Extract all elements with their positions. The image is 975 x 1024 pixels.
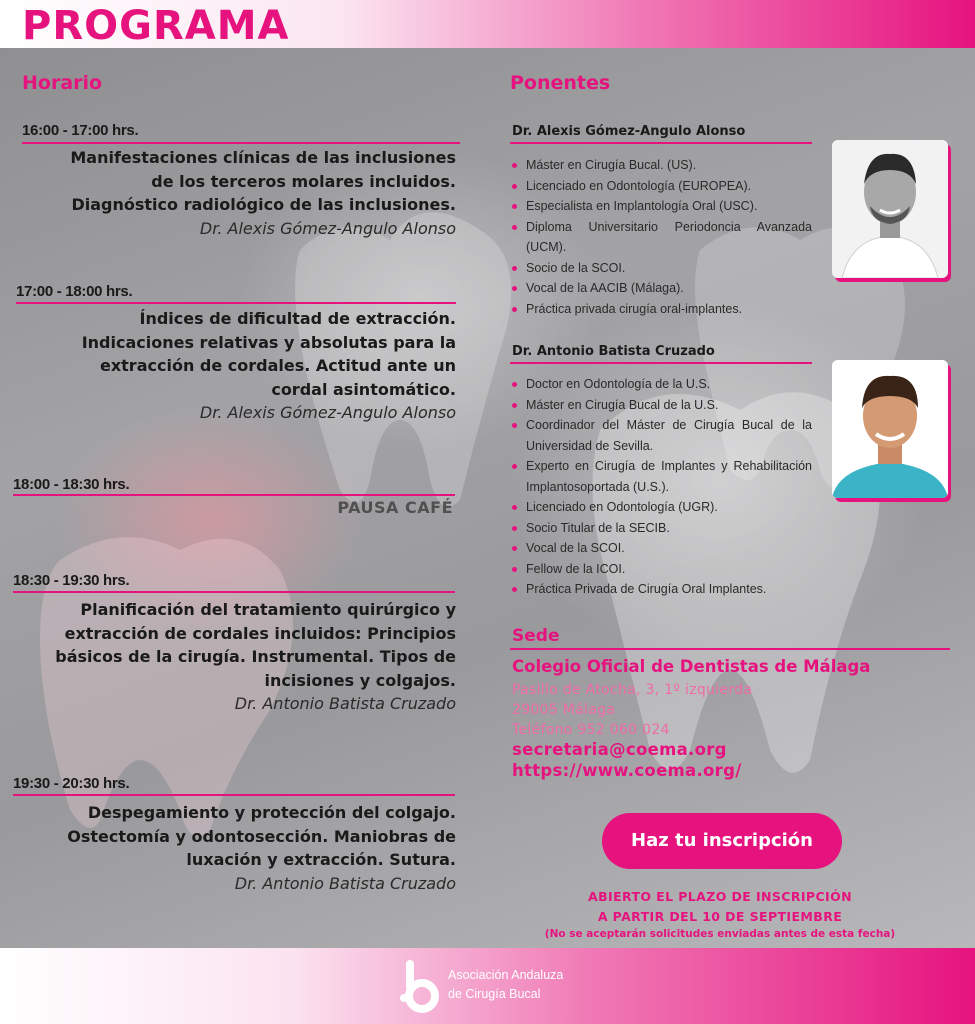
divider: [510, 362, 812, 364]
venue-phone: Teléfono 952 060 024: [512, 722, 670, 738]
list-item: Socio de la SCOI.: [512, 258, 812, 279]
list-item: Práctica privada cirugía oral-implantes.: [512, 299, 812, 320]
ponentes-heading: Ponentes: [510, 72, 611, 94]
notice-disclaimer: (No se aceptarán solicitudes enviadas antes de esta fecha): [544, 928, 896, 940]
talk-speaker: Dr. Antonio Batista Cruzado: [234, 694, 456, 713]
talk-line: cordal asintomático.: [271, 379, 456, 399]
list-item: Doctor en Odontología de la U.S.: [512, 374, 812, 395]
footer-org-line: Asociación Andaluza: [448, 968, 564, 982]
divider: [16, 302, 456, 304]
talk-line: de los terceros molares incluidos.: [151, 171, 456, 191]
talk-speaker: Dr. Alexis Gómez-Angulo Alonso: [199, 218, 456, 238]
slot-time: 19:30 - 20:30 hrs.: [13, 775, 130, 792]
list-item: Vocal de la AACIB (Málaga).: [512, 278, 812, 299]
register-button[interactable]: Haz tu inscripción: [602, 813, 842, 869]
list-item: Fellow de la ICOI.: [512, 559, 812, 580]
list-item: Máster en Cirugía Bucal de la U.S.: [512, 395, 812, 416]
list-item: Licenciado en Odontología (UGR).: [512, 497, 812, 518]
divider: [510, 142, 812, 144]
divider: [13, 494, 455, 496]
footer-organization: [448, 966, 563, 1004]
list-item: Vocal de la SCOI.: [512, 538, 812, 559]
speaker-photo: [832, 360, 948, 498]
talk-line: básicos de la cirugía. Instrumental. Tipos de: [55, 647, 456, 666]
venue-name: Colegio Oficial de Dentistas de Málaga: [512, 657, 871, 676]
slot-time: 18:30 - 19:30 hrs.: [13, 572, 130, 589]
website-link[interactable]: https://www.coema.org/: [512, 761, 742, 780]
email-link[interactable]: secretaria@coema.org: [512, 740, 727, 759]
talk-block: [10, 146, 456, 240]
footer-org-line: de Cirugía Bucal: [448, 987, 541, 1001]
list-item: Coordinador del Máster de Cirugía Bucal de la Universidad de Sevilla.: [512, 415, 812, 456]
portrait-icon: [832, 360, 948, 498]
list-item: Especialista en Implantología Oral (USC).: [512, 196, 812, 217]
talk-line: incisiones y colgajos.: [264, 670, 456, 690]
association-logo-icon: [398, 958, 444, 1014]
page-title: PROGRAMA: [22, 3, 290, 49]
list-item: Licenciado en Odontología (EUROPEA).: [512, 176, 812, 197]
list-item: Socio Titular de la SECIB.: [512, 518, 812, 539]
divider: [22, 142, 460, 144]
coffee-break-label: PAUSA CAFÉ: [337, 498, 453, 517]
horario-heading: Horario: [22, 72, 103, 94]
talk-line: extracción de cordales. Actitud ante un: [99, 356, 456, 375]
slot-time: 16:00 - 17:00 hrs.: [22, 122, 139, 139]
venue-postal: 29005 Málaga: [512, 702, 616, 718]
divider: [510, 648, 950, 650]
talk-line: Manifestaciones clínicas de las inclusiones: [70, 148, 456, 167]
talk-line: Índices de dificultad de extracción.: [139, 309, 456, 328]
list-item: Experto en Cirugía de Implantes y Rehabilitación Implantosoportada (U.S.).: [512, 456, 812, 497]
speaker-name: Dr. Alexis Gómez-Angulo Alonso: [512, 124, 746, 139]
talk-line: extracción de cordales incluidos: Principios: [64, 623, 456, 643]
notice-line: A PARTIR DEL 10 DE SEPTIEMBRE: [597, 909, 843, 924]
divider: [13, 794, 455, 796]
talk-block: [10, 598, 456, 716]
speaker-photo: [832, 140, 948, 278]
speaker-credentials: [512, 374, 812, 600]
list-item: Máster en Cirugía Bucal. (US).: [512, 155, 812, 176]
speaker-name: Dr. Antonio Batista Cruzado: [512, 344, 715, 359]
talk-line: Ostectomía y odontosección. Maniobras de: [67, 826, 456, 846]
venue-address: Pasillo de Atocha, 3, 1º izquierda: [512, 682, 753, 698]
speaker-credentials: [512, 155, 812, 319]
portrait-icon: [832, 140, 948, 278]
talk-speaker: Dr. Alexis Gómez-Angulo Alonso: [199, 403, 456, 422]
talk-line: Planificación del tratamiento quirúrgico y: [80, 600, 456, 619]
slot-time: 17:00 - 18:00 hrs.: [16, 283, 133, 300]
slot-time: 18:00 - 18:30 hrs.: [13, 476, 130, 493]
talk-line: Diagnóstico radiológico de las inclusiones.: [71, 195, 456, 214]
divider: [13, 591, 455, 593]
talk-block: [10, 307, 456, 425]
talk-line: luxación y extracción. Sutura.: [186, 850, 456, 869]
list-item: Diploma Universitario Periodoncia Avanzada (UCM).: [512, 217, 812, 258]
talk-line: Despegamiento y protección del colgajo.: [87, 803, 456, 822]
notice-line: ABIERTO EL PLAZO DE INSCRIPCIÓN: [588, 889, 852, 904]
talk-line: Indicaciones relativas y absolutas para la: [81, 332, 456, 352]
sede-heading: Sede: [512, 626, 560, 646]
list-item: Práctica Privada de Cirugía Oral Implantes.: [512, 579, 812, 600]
talk-speaker: Dr. Antonio Batista Cruzado: [234, 873, 456, 893]
talk-block: [10, 801, 456, 895]
